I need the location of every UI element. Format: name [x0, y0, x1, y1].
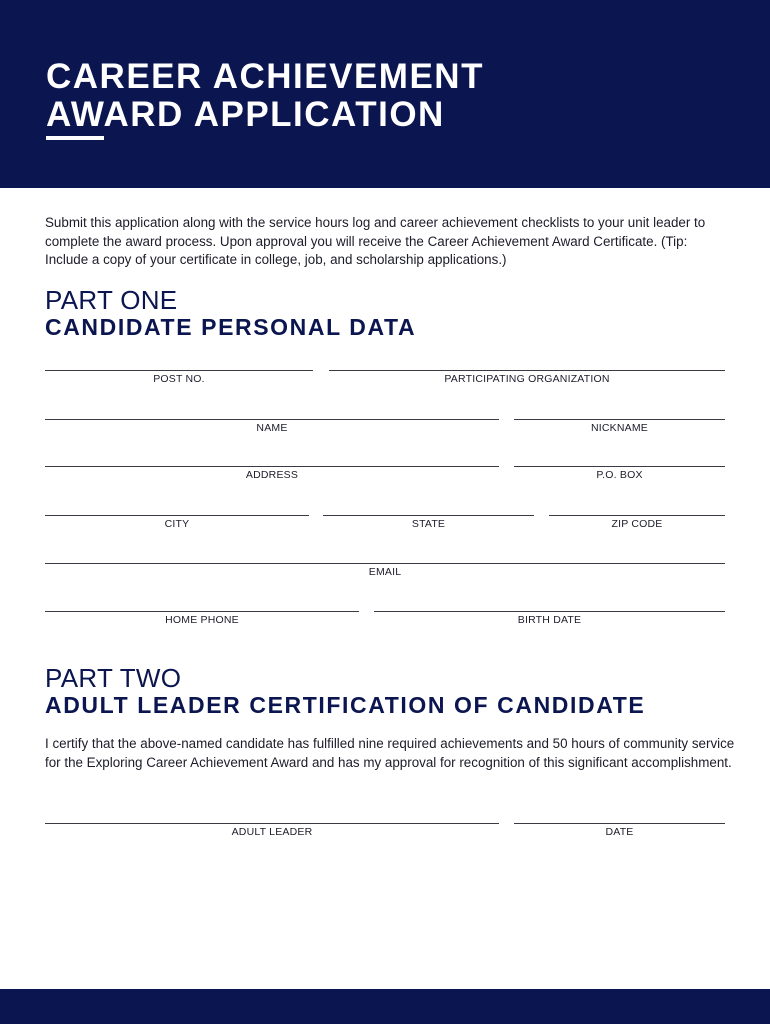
city-label: CITY	[164, 518, 190, 530]
part-two-label: PART TWO	[45, 663, 182, 693]
nickname-label: NICKNAME	[590, 422, 649, 434]
part-one-title: CANDIDATE PERSONAL DATA	[45, 314, 417, 340]
page-title-line-1: CAREER ACHIEVEMENT	[46, 57, 484, 96]
po-box-label: P.O. BOX	[596, 469, 643, 481]
certification-text: I certify that the above-named candidate has fulfilled nine required achievements and 50 hours of community service for the Exploring Career Achievement Award and has my approval for recognition of this significant accomplishment.	[45, 736, 735, 770]
adult-leader-signature-field[interactable]	[45, 823, 499, 844]
address-field[interactable]	[45, 466, 499, 487]
home-phone-label: HOME PHONE	[165, 614, 239, 626]
post-no-field[interactable]	[45, 370, 313, 391]
intro-text: Submit this application along with the service hours log and career achievement checklists to your unit leader to complete the award process. Upon approval you will receive the Career Achievement Award Certificate. (Tip: Include a copy of your certificate in college, job, and scholarship applications.)	[45, 215, 706, 267]
name-label: NAME	[256, 422, 288, 434]
email-field[interactable]	[45, 563, 725, 584]
city-field[interactable]	[45, 515, 309, 536]
date-field[interactable]	[514, 823, 725, 844]
po-box-field[interactable]	[514, 466, 725, 487]
date-label: DATE	[605, 826, 634, 838]
adult-leader-label: ADULT LEADER	[231, 826, 313, 838]
part-one-label: PART ONE	[45, 285, 178, 315]
footer-banner	[0, 989, 770, 1024]
participating-organization-field[interactable]	[329, 370, 725, 391]
header-banner	[0, 0, 770, 188]
part-two-title: ADULT LEADER CERTIFICATION OF CANDIDATE	[45, 692, 646, 718]
state-label: STATE	[411, 518, 446, 530]
birth-date-field[interactable]	[374, 611, 725, 632]
page-title	[46, 58, 484, 134]
state-field[interactable]	[323, 515, 534, 536]
zip-code-field[interactable]	[549, 515, 725, 536]
page-title-line-2: AWARD APPLICATION	[46, 95, 445, 134]
participating-organization-label: PARTICIPATING ORGANIZATION	[444, 373, 610, 385]
home-phone-field[interactable]	[45, 611, 359, 632]
email-label: EMAIL	[368, 566, 402, 578]
nickname-field[interactable]	[514, 419, 725, 440]
zip-code-label: ZIP CODE	[611, 518, 663, 530]
title-underline	[46, 136, 104, 140]
post-no-label: POST NO.	[153, 373, 205, 385]
address-label: ADDRESS	[245, 469, 299, 481]
name-field[interactable]	[45, 419, 499, 440]
birth-date-label: BIRTH DATE	[517, 614, 582, 626]
